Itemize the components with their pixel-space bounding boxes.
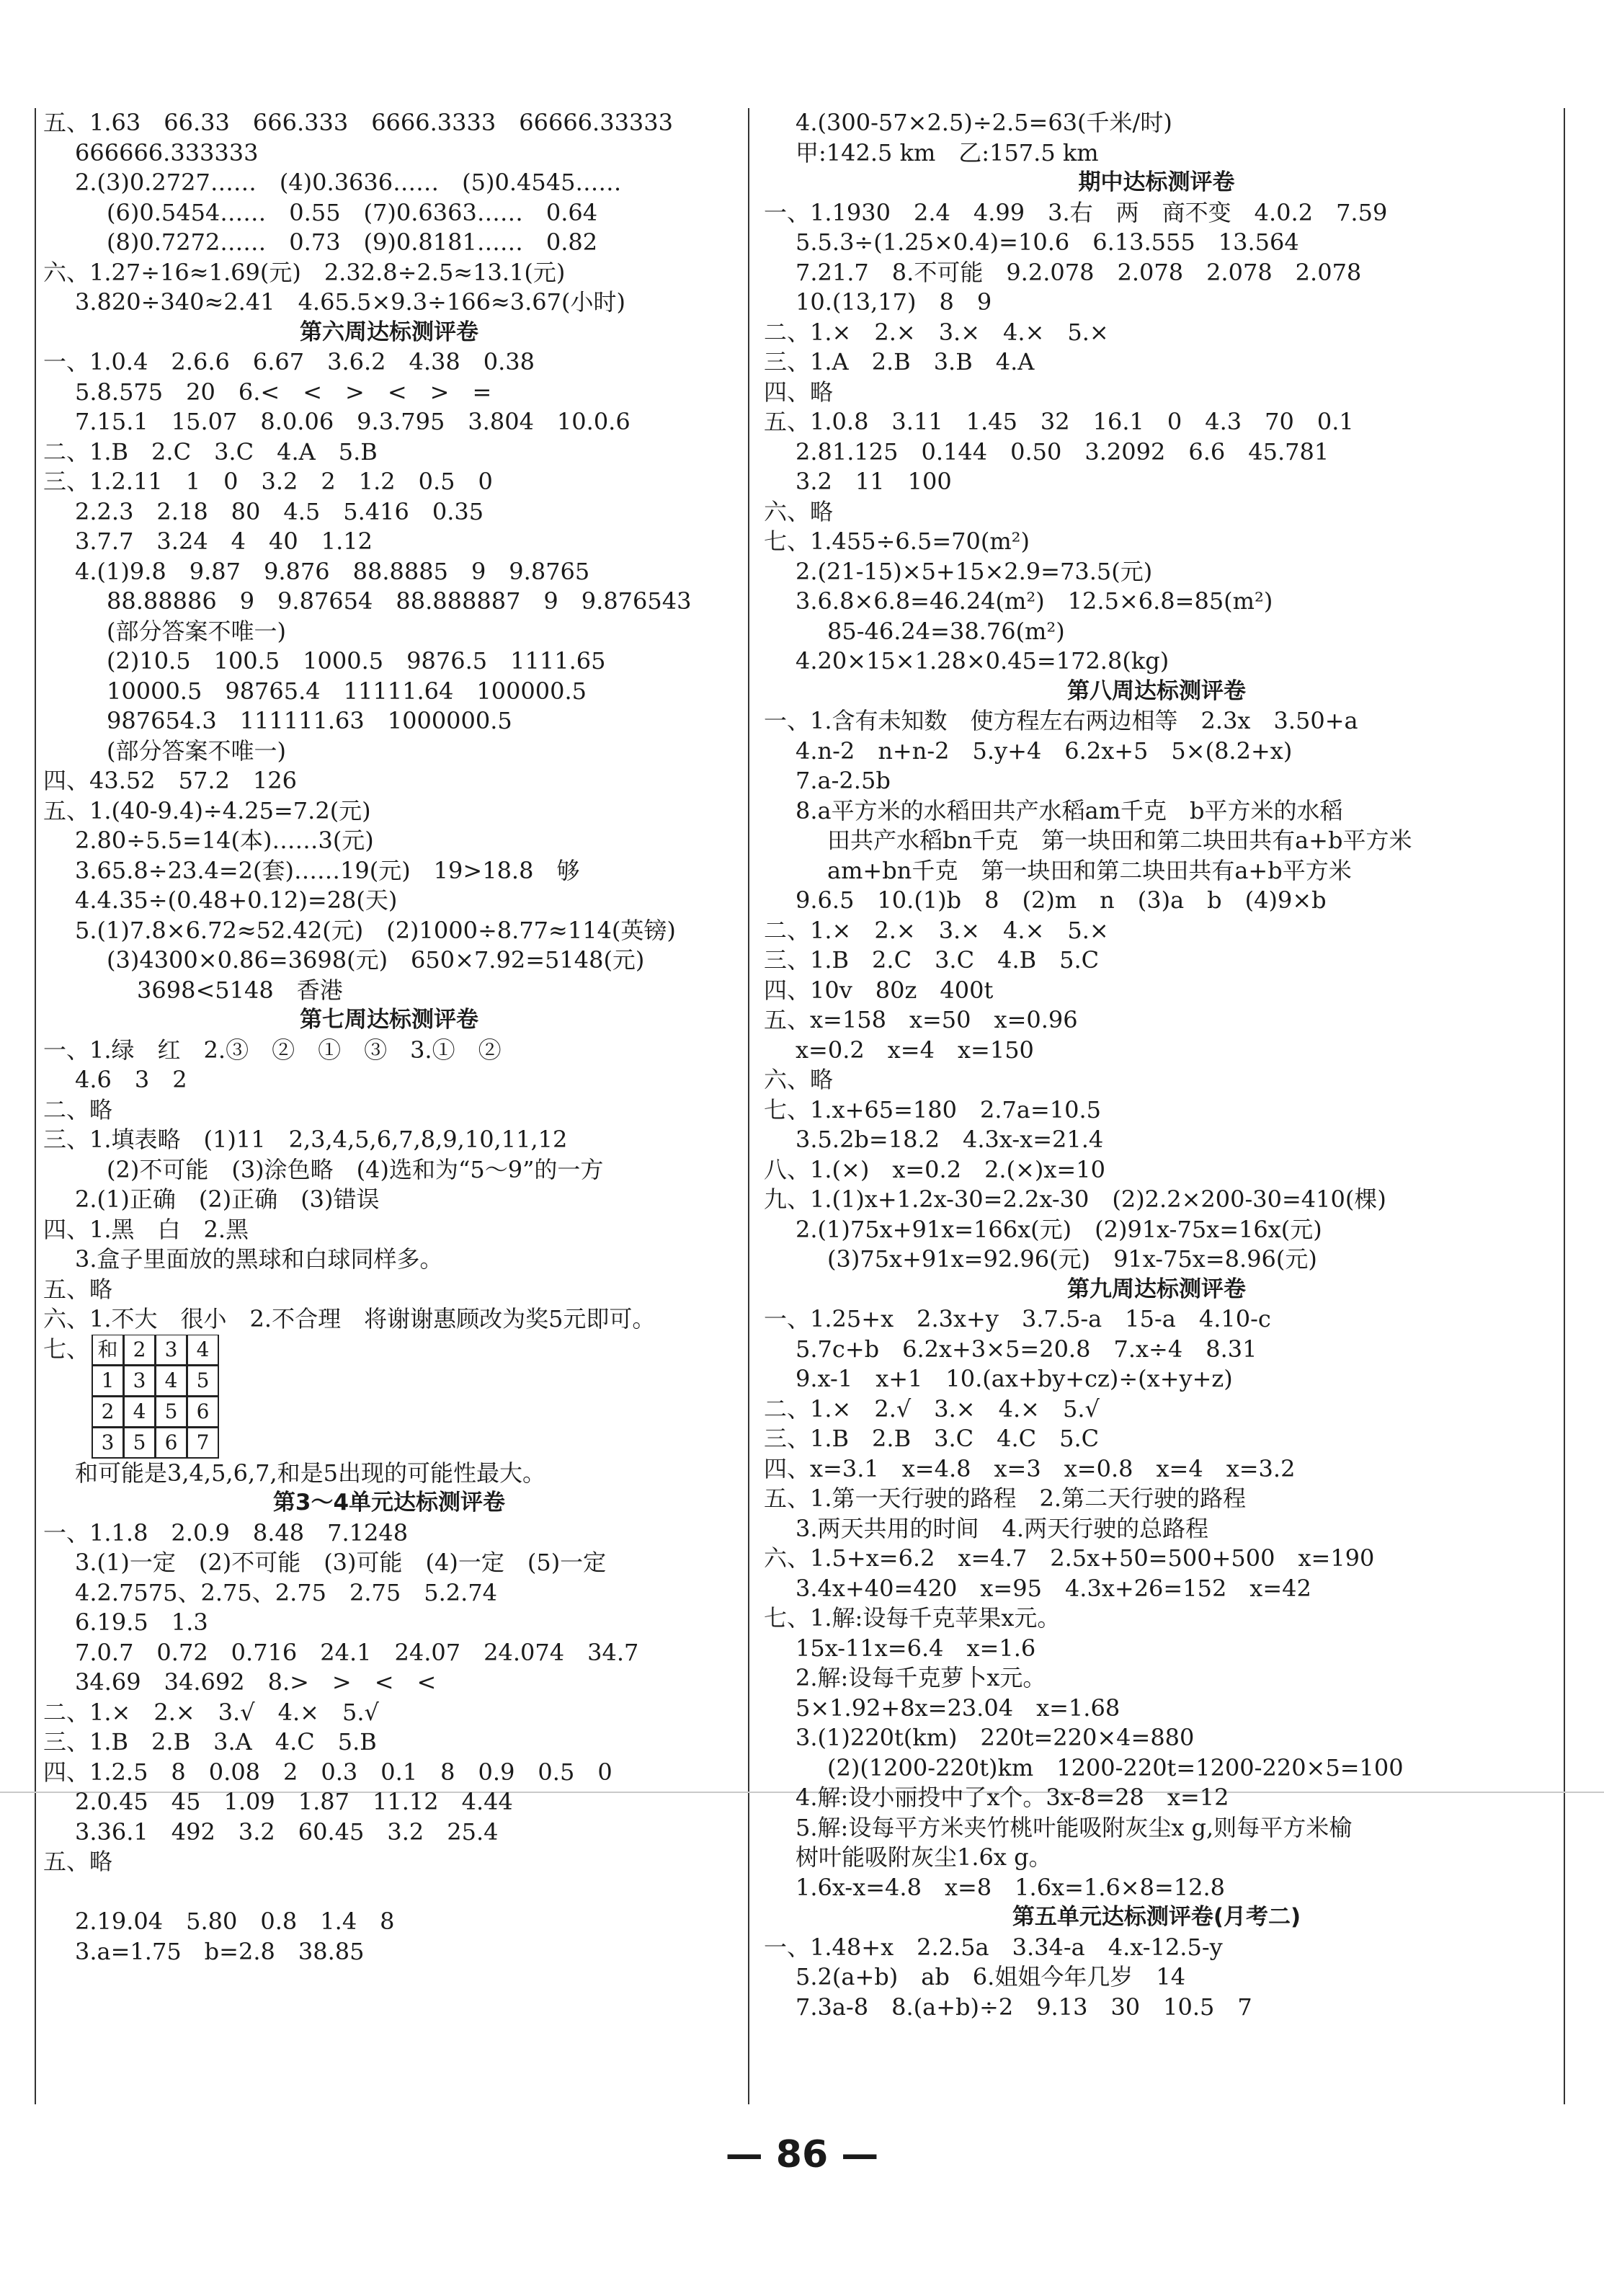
answer-line: 4.n-2 n+n-2 5.y+4 6.2x+5 5×(8.2+x)	[796, 737, 1293, 765]
answer-line: 一、1.0.4 2.6.6 6.67 3.6.2 4.38 0.38	[43, 348, 535, 375]
answer-line: 10.(13,17) 8 9	[796, 288, 992, 316]
answer-line: 2.(3)0.2727…… (4)0.3636…… (5)0.4545……	[75, 169, 622, 196]
answer-line: 5.8.575 20 6.< < > < > =	[75, 378, 492, 406]
answer-line: 一、1.48+x 2.2.5a 3.34-a 4.x-12.5-y	[764, 1933, 1223, 1961]
answer-line: 987654.3 111111.63 1000000.5	[107, 707, 512, 734]
sum-table-cell: 4	[123, 1396, 156, 1428]
answer-line: 二、1.B 2.C 3.C 4.A 5.B	[43, 437, 378, 466]
sum-table-cell: 3	[123, 1365, 156, 1397]
sum-table-cell: 5	[155, 1396, 187, 1428]
answer-line: 五、x=158 x=50 x=0.96	[764, 1006, 1078, 1033]
answer-line: 三、1.B 2.B 3.C 4.C 5.C	[764, 1425, 1100, 1452]
answer-line: 六、1.不大 很小 2.不合理 将谢谢惠顾改为奖5元即可。	[43, 1305, 656, 1332]
answer-line: 田共产水稻bn千克 第一块田和第二块田共有a+b平方米	[827, 827, 1412, 854]
answer-line: 2.(1)75x+91x=166x(元) (2)91x-75x=16x(元)	[796, 1215, 1322, 1243]
answer-line: 3.820÷340≈2.41 4.65.5×9.3÷166≈3.67(小时)	[75, 288, 625, 316]
answer-line: 3.(1)一定 (2)不可能 (3)可能 (4)一定 (5)一定	[75, 1549, 607, 1576]
column-divider	[748, 108, 749, 2104]
sum-table-label: 七、	[43, 1335, 90, 1363]
sum-table-cell: 5	[187, 1365, 219, 1397]
answer-line: 三、1.填表略 (1)11 2,3,4,5,6,7,8,9,10,11,12	[43, 1126, 568, 1153]
answer-line: 5.5.3÷(1.25×0.4)=10.6 6.13.555 13.564	[796, 228, 1299, 256]
answer-line: 一、1.1930 2.4 4.99 3.右 两 商不变 4.0.2 7.59	[764, 198, 1388, 226]
answer-line: 4.6 3 2	[75, 1066, 187, 1093]
answer-line: 五、略	[43, 1848, 113, 1875]
answer-line: 3.5.2b=18.2 4.3x-x=21.4	[796, 1126, 1104, 1153]
sum-table-cell: 和	[92, 1335, 124, 1366]
answer-line: 8.a平方米的水稻田共产水稻am千克 b平方米的水稻	[796, 796, 1343, 824]
answer-line: 2.2.3 2.18 80 4.5 5.416 0.35	[75, 497, 484, 525]
sum-table-cell: 2	[123, 1335, 156, 1366]
answer-line: 2.解:设每千克萝卜x元。	[796, 1664, 1046, 1691]
answer-line: 和可能是3,4,5,6,7,和是5出现的可能性最大。	[75, 1459, 546, 1487]
answer-line: (6)0.5454…… 0.55 (7)0.6363…… 0.64	[107, 198, 598, 226]
answer-line: 五、1.0.8 3.11 1.45 32 16.1 0 4.3 70 0.1	[764, 408, 1354, 435]
answer-line: 3.(1)220t(km) 220t=220×4=880	[796, 1724, 1195, 1751]
section-title: 第七周达标测评卷	[300, 1007, 478, 1033]
answer-line: 二、略	[43, 1095, 113, 1123]
answer-line: 4.2.7575、2.75、2.75 2.75 5.2.74	[75, 1578, 498, 1606]
answer-line: 三、1.2.11 1 0 3.2 2 1.2 0.5 0	[43, 468, 493, 495]
sum-table-cell: 2	[92, 1396, 124, 1428]
answer-line: 六、略	[764, 497, 834, 525]
answer-line: 4.解:设小丽投中了x个。3x-8=28 x=12	[796, 1784, 1229, 1811]
answer-line: 二、1.× 2.√ 3.× 4.× 5.√	[764, 1394, 1100, 1423]
answer-line: 1.6x-x=4.8 x=8 1.6x=1.6×8=12.8	[796, 1873, 1226, 1901]
section-title: 第六周达标测评卷	[300, 319, 478, 345]
answer-line: 4.4.35÷(0.48+0.12)=28(天)	[75, 886, 398, 914]
answer-line: 2.0.45 45 1.09 1.87 11.12 4.44	[75, 1788, 513, 1815]
sum-table-cell: 3	[155, 1335, 187, 1366]
answer-line: 3.65.8÷23.4=2(套)……19(元) 19>18.8 够	[75, 856, 580, 884]
left2-lines	[43, 1459, 735, 1877]
answer-line: (3)4300×0.86=3698(元) 650×7.92=5148(元)	[107, 946, 645, 974]
answer-line: 五、1.63 66.33 666.333 6666.3333 66666.33333	[43, 109, 674, 136]
section-title: 第五单元达标测评卷(月考二)	[1012, 1904, 1301, 1930]
answer-line: 7.a-2.5b	[796, 767, 891, 794]
answer-line: 一、1.绿 红 2.③ ② ① ③ 3.① ②	[43, 1036, 502, 1064]
answer-line: 2.80÷5.5=14(本)……3(元)	[75, 827, 374, 854]
answer-line: (2)10.5 100.5 1000.5 9876.5 1111.65	[107, 647, 606, 675]
answer-line: 7.0.7 0.72 0.716 24.1 24.07 24.074 34.7	[75, 1638, 639, 1666]
sum-table-cell: 4	[187, 1335, 219, 1366]
answer-line: 5.7c+b 6.2x+3×5=20.8 7.x÷4 8.31	[796, 1335, 1257, 1363]
answer-line: 一、1.25+x 2.3x+y 3.7.5-a 15-a 4.10-c	[764, 1305, 1271, 1332]
answer-line: x=0.2 x=4 x=150	[796, 1036, 1034, 1064]
answer-line: (3)75x+91x=92.96(元) 91x-75x=8.96(元)	[827, 1245, 1317, 1273]
answer-line: 3.a=1.75 b=2.8 38.85	[75, 1937, 365, 1965]
answer-line: 六、略	[764, 1066, 834, 1093]
answer-line: 四、x=3.1 x=4.8 x=3 x=0.8 x=4 x=3.2	[764, 1454, 1296, 1482]
answer-line: 七、1.解:设每千克苹果x元。	[764, 1604, 1061, 1632]
answer-line: 3.盒子里面放的黑球和白球同样多。	[75, 1245, 443, 1273]
sum-table-cell: 3	[92, 1427, 124, 1459]
right-column	[764, 108, 1549, 2022]
section-title: 期中达标测评卷	[1078, 169, 1235, 195]
answer-line: 四、43.52 57.2 126	[43, 767, 297, 794]
answer-line: 5.2(a+b) ab 6.姐姐今年几岁 14	[796, 1963, 1186, 1990]
answer-line: 5.(1)7.8×6.72≈52.42(元) (2)1000÷8.77≈114(英镑)	[75, 916, 676, 944]
answer-line: 七、1.455÷6.5=70(m²)	[764, 528, 1030, 555]
answer-line: 3.6.8×6.8=46.24(m²) 12.5×6.8=85(m²)	[796, 587, 1273, 615]
answer-line: 5×1.92+8x=23.04 x=1.68	[796, 1694, 1120, 1722]
answer-line: 七、1.x+65=180 2.7a=10.5	[764, 1095, 1102, 1123]
answer-line: 9.x-1 x+1 10.(ax+by+cz)÷(x+y+z)	[796, 1365, 1233, 1392]
sum-table-cell: 6	[155, 1427, 187, 1459]
answer-line: 3.2 11 100	[796, 468, 952, 495]
answer-line: 六、1.27÷16≈1.69(元) 2.32.8÷2.5≈13.1(元)	[43, 258, 566, 286]
answer-line: 树叶能吸附灰尘1.6x g。	[796, 1843, 1052, 1871]
answer-line: 四、略	[764, 378, 834, 406]
answer-line: 二、1.× 2.× 3.× 4.× 5.×	[764, 318, 1109, 346]
answer-line: 九、1.(1)x+1.2x-30=2.2x-30 (2)2.2×200-30=410(棵)	[764, 1185, 1386, 1213]
sum-table-cell: 4	[155, 1365, 187, 1397]
answer-line: 2.81.125 0.144 0.50 3.2092 6.6 45.781	[796, 437, 1329, 466]
answer-line: 六、1.5+x=6.2 x=4.7 2.5x+50=500+500 x=190	[764, 1544, 1375, 1572]
answer-line: (部分答案不唯一)	[107, 737, 286, 765]
left-column	[43, 108, 735, 1967]
answer-line: 7.21.7 8.不可能 9.2.078 2.078 2.078 2.078	[796, 258, 1362, 286]
sum-table-cell: 5	[123, 1427, 156, 1459]
answer-line: (8)0.7272…… 0.73 (9)0.8181…… 0.82	[107, 228, 598, 256]
answer-line: 3.36.1 492 3.2 60.45 3.2 25.4	[75, 1817, 499, 1846]
answer-line: 6.19.5 1.3	[75, 1608, 208, 1636]
answer-line: 7.3a-8 8.(a+b)÷2 9.13 30 10.5 7	[796, 1993, 1252, 2021]
answer-line: (2)(1200-220t)km 1200-220t=1200-220×5=100	[827, 1753, 1404, 1781]
answer-line: 10000.5 98765.4 11111.64 100000.5	[107, 677, 587, 705]
left-border	[35, 108, 36, 2104]
sum-table-cell: 7	[187, 1427, 219, 1459]
sum-table-block	[43, 1335, 735, 1459]
right-border	[1564, 108, 1565, 2104]
answer-line: 一、1.含有未知数 使方程左右两边相等 2.3x 3.50+a	[764, 707, 1358, 734]
answer-line: 八、1.(×) x=0.2 2.(×)x=10	[764, 1155, 1105, 1183]
answer-line: 34.69 34.692 8.> > < <	[75, 1668, 437, 1696]
answer-line: 4.(1)9.8 9.87 9.876 88.8885 9 9.8765	[75, 557, 590, 585]
section-title: 第八周达标测评卷	[1067, 677, 1246, 704]
answer-line: 五、1.(40-9.4)÷4.25=7.2(元)	[43, 796, 371, 824]
answer-line: 3.两天共用的时间 4.两天行驶的总路程	[796, 1514, 1209, 1542]
left3-lines	[43, 1907, 735, 1967]
answer-line: 二、1.× 2.× 3.√ 4.× 5.√	[43, 1698, 379, 1726]
answer-line: 二、1.× 2.× 3.× 4.× 5.×	[764, 916, 1109, 944]
answer-line: 88.88886 9 9.87654 88.888887 9 9.876543	[107, 587, 692, 615]
answer-line: 一、1.1.8 2.0.9 8.48 7.1248	[43, 1518, 409, 1547]
answer-line: (2)不可能 (3)涂色略 (4)选和为“5～9”的一方	[107, 1155, 604, 1183]
answer-line: 2.19.04 5.80 0.8 1.4 8	[75, 1908, 395, 1935]
answer-line: 2.(21-15)×5+15×2.9=73.5(元)	[796, 557, 1153, 585]
answer-line: 三、1.A 2.B 3.B 4.A	[764, 348, 1035, 375]
answer-line: 85-46.24=38.76(m²)	[827, 617, 1065, 645]
answer-line: (部分答案不唯一)	[107, 617, 286, 645]
page-number: — 86 —	[725, 2133, 879, 2176]
answer-line: 四、1.2.5 8 0.08 2 0.3 0.1 8 0.9 0.5 0	[43, 1758, 612, 1786]
sum-table-cell: 6	[187, 1396, 219, 1428]
sum-table	[92, 1335, 219, 1459]
answer-line: 9.6.5 10.(1)b 8 (2)m n (3)a b (4)9×b	[796, 886, 1327, 914]
boxes-row	[43, 1877, 735, 1908]
right-lines	[764, 108, 1549, 2022]
sum-table-cell: 1	[92, 1365, 124, 1397]
left-lines	[43, 108, 735, 1335]
answer-line: 甲:142.5 km 乙:157.5 km	[796, 138, 1099, 166]
answer-line: 3.4x+40=420 x=95 4.3x+26=152 x=42	[796, 1574, 1311, 1602]
answer-line: 2.(1)正确 (2)正确 (3)错误	[75, 1185, 380, 1213]
answer-line: am+bn千克 第一块田和第二块田共有a+b平方米	[827, 856, 1352, 884]
answer-line: 四、10v 80z 400t	[764, 976, 994, 1004]
answer-line: 4.20×15×1.28×0.45=172.8(kg)	[796, 647, 1169, 675]
answer-line: 7.15.1 15.07 8.0.06 9.3.795 3.804 10.0.6	[75, 408, 631, 435]
answer-line: 五、1.第一天行驶的路程 2.第二天行驶的路程	[764, 1485, 1247, 1512]
answer-line: 3.7.7 3.24 4 40 1.12	[75, 528, 373, 555]
answer-line: 5.解:设每平方米夹竹桃叶能吸附灰尘x g,则每平方米榆	[796, 1813, 1353, 1841]
section-title: 第3～4单元达标测评卷	[272, 1490, 506, 1516]
answer-line: 三、1.B 2.B 3.A 4.C 5.B	[43, 1728, 377, 1756]
answer-line: 4.(300-57×2.5)÷2.5=63(千米/时)	[796, 109, 1172, 136]
section-title: 第九周达标测评卷	[1067, 1276, 1246, 1302]
answer-line: 三、1.B 2.C 3.C 4.B 5.C	[764, 946, 1100, 974]
answer-line: 15x-11x=6.4 x=1.6	[796, 1634, 1036, 1662]
answer-line: 五、略	[43, 1275, 113, 1303]
answer-line: 3698<5148 香港	[137, 976, 343, 1004]
answer-line: 666666.333333	[75, 138, 259, 166]
answer-line: 四、1.黑 白 2.黑	[43, 1215, 249, 1243]
